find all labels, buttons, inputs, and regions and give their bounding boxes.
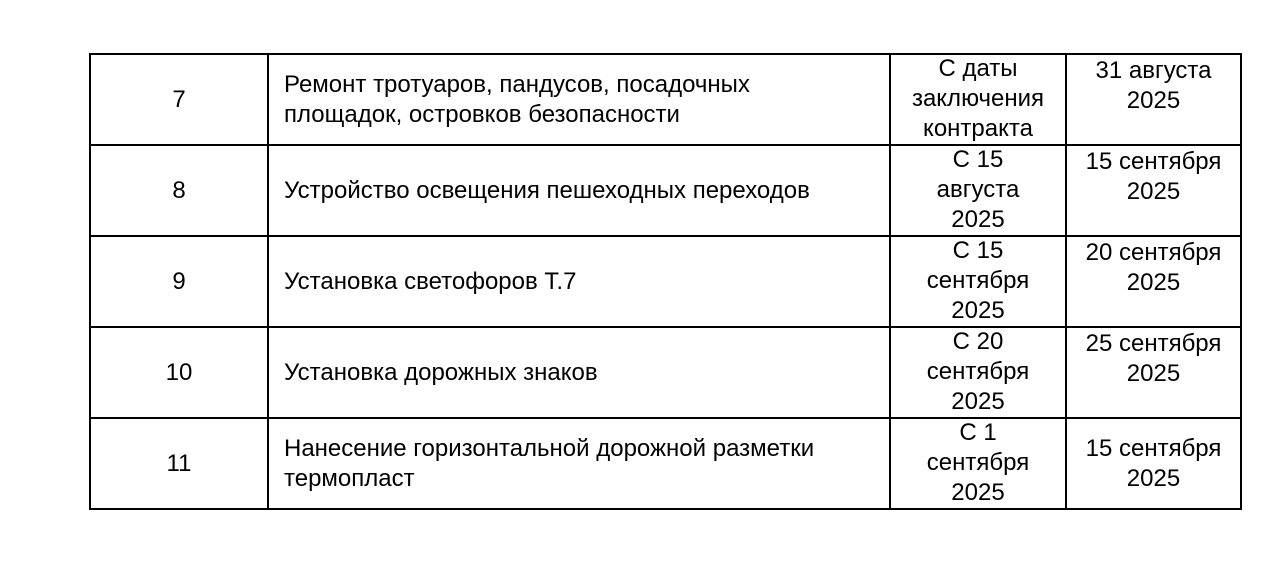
- table-row: [90, 145, 1241, 236]
- end-date: 20 сентября 2025: [1085, 239, 1222, 296]
- row-number-cell: [90, 327, 268, 418]
- row-number: 10: [165, 358, 193, 386]
- work-name: Установка светофоров Т.7: [284, 267, 577, 295]
- end-date-cell: [1066, 418, 1241, 509]
- end-date-cell: [1066, 54, 1241, 145]
- table-row: [90, 418, 1241, 509]
- end-date: 15 сентября 2025: [1085, 148, 1222, 205]
- row-number-cell: [90, 418, 268, 509]
- end-date: 25 сентября 2025: [1085, 330, 1222, 387]
- table-row: [90, 54, 1241, 145]
- start-date-cell: [890, 327, 1066, 418]
- row-number: 8: [172, 176, 186, 204]
- work-name-cell: [268, 418, 890, 509]
- row-number: 7: [172, 85, 186, 113]
- end-date: 15 сентября 2025: [1085, 435, 1222, 492]
- start-date-cell: [890, 54, 1066, 145]
- row-number: 11: [166, 449, 192, 477]
- table-row: [90, 236, 1241, 327]
- end-date-cell: [1066, 145, 1241, 236]
- start-date-cell: [890, 236, 1066, 327]
- work-name-cell: [268, 236, 890, 327]
- start-date-cell: [890, 145, 1066, 236]
- start-date: С 20 сентября 2025: [926, 328, 1030, 415]
- end-date: 31 августа 2025: [1095, 57, 1212, 114]
- work-name: Установка дорожных знаков: [284, 358, 598, 386]
- work-name: Ремонт тротуаров, пандусов, посадочных площадок, островков безопасности: [284, 70, 750, 128]
- start-date: С даты заключения контракта: [911, 55, 1045, 142]
- start-date-cell: [890, 418, 1066, 509]
- work-name-cell: [268, 145, 890, 236]
- row-number: 9: [172, 267, 186, 295]
- end-date-cell: [1066, 236, 1241, 327]
- row-number-cell: [90, 145, 268, 236]
- row-number-cell: [90, 236, 268, 327]
- table-row: [90, 327, 1241, 418]
- work-schedule-table: [89, 53, 1242, 510]
- work-name-cell: [268, 327, 890, 418]
- work-name: Устройство освещения пешеходных переходов: [284, 176, 810, 204]
- row-number-cell: [90, 54, 268, 145]
- start-date: С 1 сентября 2025: [926, 419, 1030, 506]
- start-date: С 15 сентября 2025: [926, 237, 1030, 324]
- end-date-cell: [1066, 327, 1241, 418]
- start-date: С 15 августа 2025: [936, 146, 1020, 233]
- work-name-cell: [268, 54, 890, 145]
- work-name: Нанесение горизонтальной дорожной разметки термопласт: [284, 434, 815, 492]
